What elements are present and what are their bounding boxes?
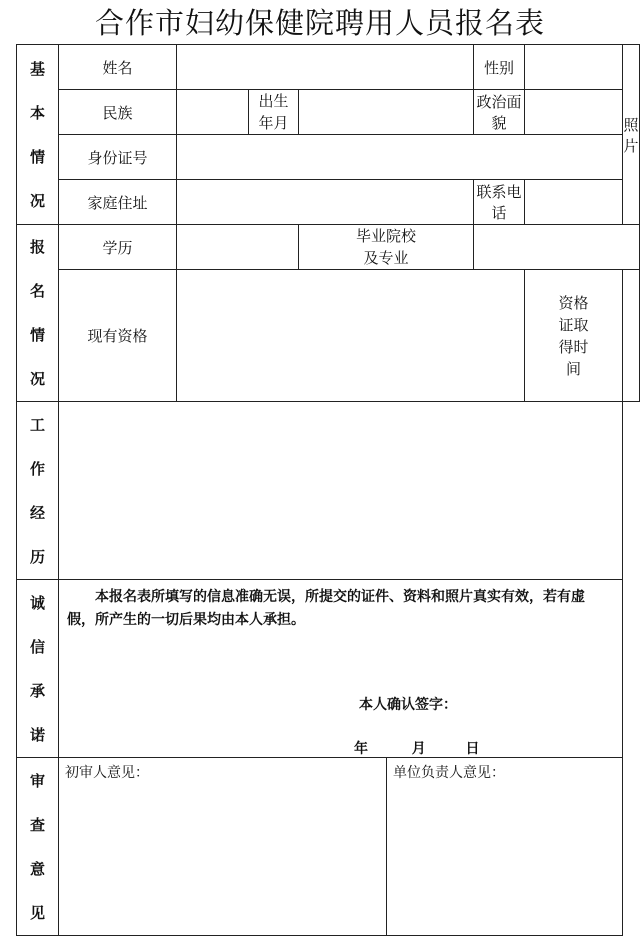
label-birth-date: 出生 年月: [249, 90, 299, 135]
label-phone: 联系电话: [474, 180, 525, 225]
first-reviewer-opinion[interactable]: [59, 758, 387, 936]
label-qualification: 现有资格: [59, 270, 177, 402]
signature-label[interactable]: 本人确认签字：: [359, 697, 457, 713]
section-work-experience: 工 作 经 历: [17, 402, 59, 580]
political-status-field[interactable]: [525, 90, 623, 135]
address-field[interactable]: [177, 180, 474, 225]
label-school-major: 毕业院校 及专业: [299, 225, 474, 270]
section-registration: 报 名 情 况: [17, 225, 59, 402]
qualification-field[interactable]: [177, 270, 525, 402]
label-ethnicity: 民族: [59, 90, 177, 135]
label-gender: 性别: [474, 45, 525, 90]
signature-date[interactable]: [354, 738, 480, 758]
phone-field[interactable]: [525, 180, 623, 225]
cert-date-field[interactable]: [623, 270, 640, 402]
photo-box[interactable]: [623, 45, 640, 225]
name-field[interactable]: [177, 45, 474, 90]
month-label: 月: [411, 741, 426, 757]
label-political-status: 政治面貌: [474, 90, 525, 135]
unit-head-opinion[interactable]: [387, 758, 623, 936]
section-integrity-pledge: 诚 信 承 诺: [17, 580, 59, 758]
day-label: 日: [465, 741, 480, 757]
year-label: 年: [354, 741, 368, 757]
registration-form-table: [16, 44, 640, 936]
form-title: 合作市妇幼保健院聘用人员报名表: [94, 6, 545, 40]
ethnicity-field[interactable]: [177, 90, 249, 135]
birth-date-field[interactable]: [299, 90, 474, 135]
label-name: 姓名: [59, 45, 177, 90]
label-cert-date: 资格 证取 得时 间: [525, 270, 623, 402]
id-number-field[interactable]: [177, 135, 623, 180]
label-education: 学历: [59, 225, 177, 270]
label-address: 家庭住址: [59, 180, 177, 225]
section-review: 审 查 意 见: [17, 758, 59, 936]
school-major-field[interactable]: [474, 225, 640, 270]
gender-field[interactable]: [525, 45, 623, 90]
pledge-text: 本报名表所填写的信息准确无误，所提交的证件、资料和照片真实有效，若有虚假，所产生的一切后果均由本人承担。: [67, 589, 585, 628]
section-basic-info: 基 本 情 况: [17, 45, 59, 225]
label-id-number: 身份证号: [59, 135, 177, 180]
first-reviewer-label: 初审人意见：: [65, 765, 149, 781]
education-field[interactable]: [177, 225, 299, 270]
pledge-area: [59, 580, 623, 758]
work-experience-field[interactable]: [59, 402, 623, 580]
unit-head-label: 单位负责人意见：: [393, 765, 505, 781]
photo-label: 照片: [623, 115, 639, 155]
